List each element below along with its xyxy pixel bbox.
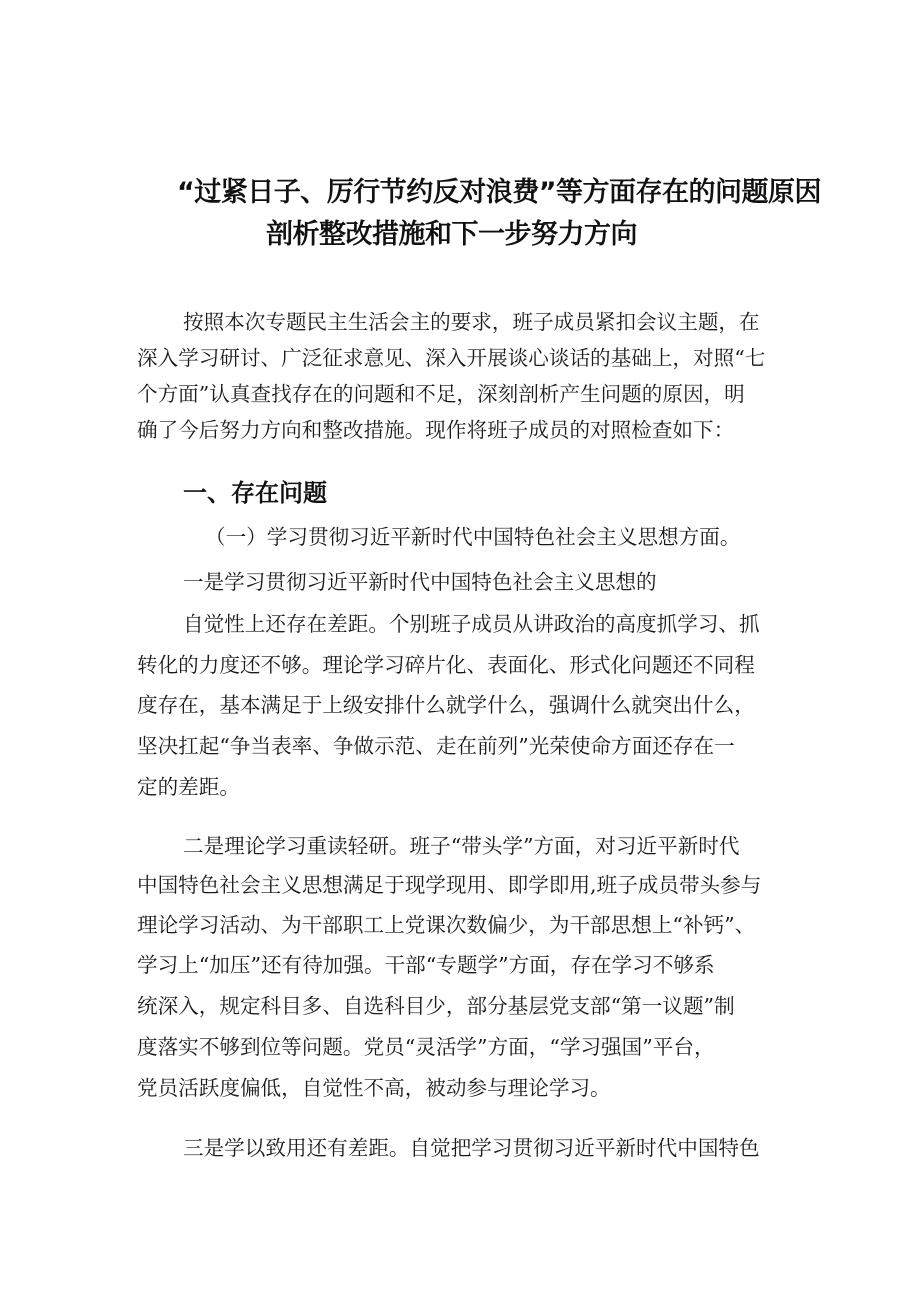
point2-line-5: 统深入，规定科目多、自选科目少，部分基层党支部“第一议题”制 <box>137 994 735 1018</box>
point1-line-2: 转化的力度还不够。理论学习碎片化、表面化、形式化问题还不同程 <box>137 653 755 677</box>
point2-line-6: 度落实不够到位等问题。党员“灵活学”方面，“学习强国”平台， <box>137 1035 715 1059</box>
document-title-line-2: 剖析整改措施和下一步努力方向 <box>266 219 637 250</box>
point1-lead: 一是学习贯彻习近平新时代中国特色社会主义思想的 <box>183 570 657 594</box>
section-subheading: （一）学习贯彻习近平新时代中国特色社会主义思想方面。 <box>205 525 741 549</box>
point2-line-2: 中国特色社会主义思想满足于现学现用、即学即用,班子成员带头参与 <box>137 873 762 897</box>
section-heading: 一、存在问题 <box>183 479 327 507</box>
point3-line-1: 三是学以致用还有差距。自觉把学习贯彻习近平新时代中国特色 <box>183 1136 760 1160</box>
point1-line-1: 自觉性上还存在差距。个别班子成员从讲政治的高度抓学习、抓 <box>183 612 760 636</box>
intro-line-4: 确了今后努力方向和整改措施。现作将班子成员的对照检查如下： <box>137 418 735 442</box>
intro-line-3: 个方面”认真查找存在的问题和不足，深刻剖析产生问题的原因，明 <box>137 382 745 406</box>
intro-line-1: 按照本次专题民主生活会主的要求，班子成员紧扣会议主题，在 <box>183 310 760 334</box>
intro-line-2: 深入学习研讨、广泛征求意见、深入开展谈心谈话的基础上，对照“七 <box>137 346 766 370</box>
point2-line-1: 二是理论学习重读轻研。班子“带头学”方面，对习近平新时代 <box>183 834 740 858</box>
point2-line-7: 党员活跃度偏低，自觉性不高，被动参与理论学习。 <box>137 1076 611 1100</box>
document-title-line-1: “过紧日子、厉行节约反对浪费”等方面存在的问题原因 <box>177 177 821 208</box>
point1-line-3: 度存在，基本满足于上级安排什么就学什么，强调什么就突出什么， <box>137 693 755 717</box>
point2-line-3: 理论学习活动、为干部职工上党课次数偏少，为干部思想上“补钙”、 <box>137 913 756 937</box>
point1-line-5: 定的差距。 <box>137 775 240 799</box>
point1-line-4: 坚决扛起“争当表率、争做示范、走在前列”光荣使命方面还存在一 <box>137 734 735 758</box>
point2-line-4: 学习上“加压”还有待加强。干部“专题学”方面，存在学习不够系 <box>137 953 715 977</box>
